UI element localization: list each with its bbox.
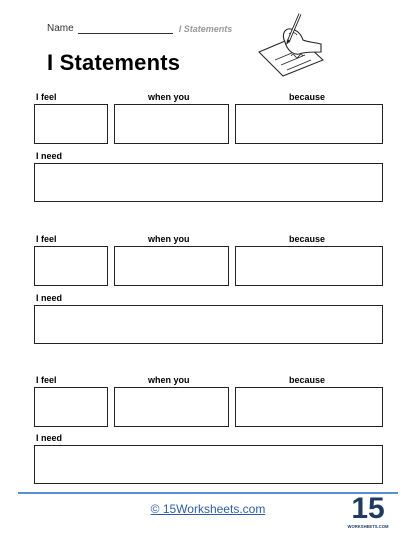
when-you-box[interactable] bbox=[114, 387, 229, 427]
when-you-box[interactable] bbox=[114, 104, 229, 144]
name-label: Name bbox=[47, 23, 74, 34]
name-row bbox=[47, 23, 232, 34]
i-need-box[interactable] bbox=[34, 163, 383, 202]
when-you-box[interactable] bbox=[114, 246, 229, 286]
statement-block-1 bbox=[34, 92, 384, 204]
15worksheets-logo bbox=[347, 488, 389, 532]
footer-copyright-link[interactable]: © 15Worksheets.com bbox=[150, 502, 266, 516]
label-i-need: I need bbox=[36, 293, 63, 303]
because-box[interactable] bbox=[235, 104, 383, 144]
page-title: I Statements bbox=[47, 50, 181, 75]
logo-text: WORKSHEETS.COM bbox=[347, 524, 389, 529]
logo-number: 15 bbox=[351, 492, 385, 525]
name-line[interactable] bbox=[78, 24, 173, 34]
label-i-need: I need bbox=[36, 433, 63, 443]
worksheet-label: I Statements bbox=[178, 24, 233, 34]
label-i-feel: I feel bbox=[36, 92, 57, 102]
label-when-you: when you bbox=[148, 234, 190, 244]
label-i-need: I need bbox=[36, 151, 63, 161]
label-when-you: when you bbox=[148, 375, 190, 385]
footer-divider bbox=[18, 492, 398, 494]
label-because: because bbox=[289, 375, 326, 385]
writing-hand-icon bbox=[255, 12, 325, 77]
label-because: because bbox=[289, 234, 326, 244]
label-when-you: when you bbox=[148, 92, 190, 102]
because-box[interactable] bbox=[235, 387, 383, 427]
i-need-box[interactable] bbox=[34, 305, 383, 344]
i-need-box[interactable] bbox=[34, 445, 383, 484]
i-feel-box[interactable] bbox=[34, 104, 108, 144]
label-i-feel: I feel bbox=[36, 375, 57, 385]
label-i-feel: I feel bbox=[36, 234, 57, 244]
i-feel-box[interactable] bbox=[34, 246, 108, 286]
label-because: because bbox=[289, 92, 326, 102]
because-box[interactable] bbox=[235, 246, 383, 286]
statement-block-2 bbox=[34, 234, 384, 346]
i-feel-box[interactable] bbox=[34, 387, 108, 427]
statement-block-3 bbox=[34, 375, 384, 487]
